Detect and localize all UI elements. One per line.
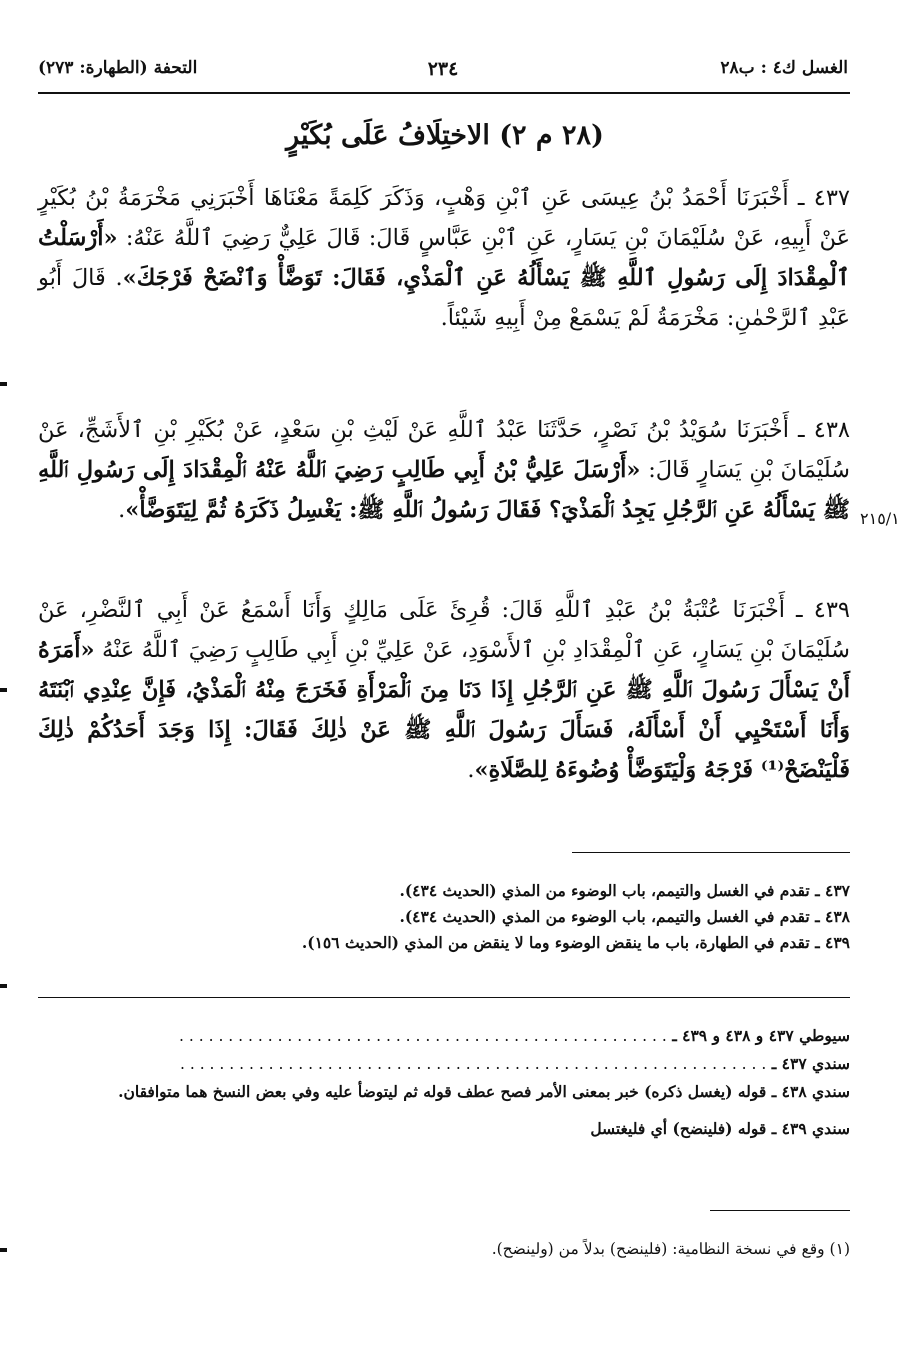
hadith-438 [38,410,850,530]
section-title: (٢٨ م ٢) الاختِلَافُ عَلَى بُكَيْرٍ [286,120,604,151]
commentary-line: سيوطي ٤٣٧ و ٤٣٨ و ٤٣٩ ـ . . . . . . . . . . . . . . . . . . . . . . . . . . . . . . . . . . . . . . . . . . . . . . . . . . [179,1026,850,1045]
edge-mark [0,984,7,988]
margin-volume-page: ٢١٥/١ [860,509,900,528]
hadith-isnad: ٤٣٧ ـ أَخْبَرَنَا أَحْمَدُ بْنُ عِيسَى عَنِ ٱبْنِ وَهْبٍ، وَذَكَرَ كَلِمَةً مَعْنَاهَا أَخْبَرَنِي مَخْرَمَةُ بْنُ بُكَيْرٍ عَنْ أَبِيهِ، عَنْ سُلَيْمَانَ بْنِ يَسَارٍ، عَنِ ٱبْنِ عَبَّاسٍ قَالَ: قَالَ عَلِيٌّ رَضِيَ ٱللَّهُ عَنْهُ: [38,185,850,251]
footnote-rule [710,1210,850,1211]
footnote: (١) وقع في نسخة النظامية: (فلينضح) بدلاً من (ولينضح). [491,1240,850,1258]
page-number: ٢٣٤ [427,58,459,80]
hadith-tail: . [118,497,126,523]
commentary-rule [38,997,850,998]
takhrij-line: ٤٣٧ ـ تقدم في الغسل والتيمم، باب الوضوء من المذي (الحديث ٤٣٤). [399,881,850,900]
hadith-matn: «أَمَرَهُ أَنْ يَسْأَلَ رَسُولَ ٱللَّهِ ﷺ عَنِ ٱلرَّجُلِ إِذَا دَنَا مِنَ ٱلْمَرْأَةِ فَخَرَجَ مِنْهُ ٱلْمَذْيُ، فَإِنَّ عِنْدِي ٱبْنَتَهُ وَأَنَا أَسْتَحْيِي أَنْ أَسْأَلَهُ، فَسَأَلَ رَسُولَ ٱللَّهِ ﷺ عَنْ ذٰلِكَ فَقَالَ: إِذَا وَجَدَ أَحَدُكُمْ ذٰلِكَ فَلْيَنْضَحْ⁽¹⁾ فَرْجَهُ وَلْيَتَوَضَّأْ وُضُوءَهُ لِلصَّلَاةِ» [38,637,850,783]
hadith-isnad: ٤٣٨ ـ أَخْبَرَنَا سُوَيْدُ بْنُ نَصْرٍ، حَدَّثَنَا عَبْدُ ٱللَّهِ عَنْ لَيْثِ بْنِ سَعْدٍ، عَنْ بُكَيْرِ بْنِ ٱلأَشَجِّ، عَنْ سُلَيْمَانَ بْنِ يَسَارٍ قَالَ: [38,417,850,483]
edge-mark [0,688,7,692]
hadith-tail: . [467,757,475,783]
header-tuhfa-ref: التحفة (الطهارة: ٢٧٣) [38,58,198,78]
takhrij-line: ٤٣٩ ـ تقدم في الطهارة، باب ما ينقض الوضوء وما لا ينقض من المذي (الحديث ١٥٦). [301,933,850,952]
hadith-matn: «أَرْسَلْتُ ٱلْمِقْدَادَ إِلَى رَسُولِ ٱللَّهِ ﷺ يَسْأَلُهُ عَنِ ٱلْمَذْيِ، فَقَالَ: تَوَضَّأْ وَٱنْضَحْ فَرْجَكَ» [38,225,850,291]
hadith-439 [38,590,850,790]
commentary-notes [38,1022,850,1142]
header-rule [38,92,850,94]
takhrij-notes [38,878,850,956]
takhrij-line: ٤٣٨ ـ تقدم في الغسل والتيمم، باب الوضوء من المذي (الحديث ٤٣٤). [399,907,850,926]
hadith-tail: . قَالَ أَبُو عَبْدِ ٱلرَّحْمٰنِ: مَخْرَمَةُ لَمْ يَسْمَعْ مِنْ أَبِيهِ شَيْئاً. [38,265,850,331]
edge-mark [0,1248,7,1252]
commentary-line: سندي ٤٣٨ ـ قوله (يغسل ذكره) خبر بمعنى الأمر فصح عطف قوله ثم ليتوضأ عليه وفي بعض النسخ هما متوافقان. [118,1082,850,1101]
edge-mark [0,382,7,386]
takhrij-rule [572,852,850,853]
hadith-isnad: ٤٣٩ ـ أَخْبَرَنَا عُتْبَةُ بْنُ عَبْدِ ٱللَّهِ قَالَ: قُرِئَ عَلَى مَالِكٍ وَأَنَا أَسْمَعُ عَنْ أَبِي ٱلنَّضْرِ، عَنْ سُلَيْمَانَ بْنِ يَسَارٍ، عَنِ ٱلْمِقْدَادِ بْنِ ٱلأَسْوَدِ، عَنْ عَلِيِّ بْنِ أَبِي طَالِبٍ رَضِيَ ٱللَّهُ عَنْهُ [38,597,850,663]
hadith-matn: «أَرْسَلَ عَلِيُّ بْنُ أَبِي طَالِبٍ رَضِيَ ٱللَّهُ عَنْهُ ٱلْمِقْدَادَ إِلَى رَسُولِ ٱللَّهِ ﷺ يَسْأَلُهُ عَنِ ٱلرَّجُلِ يَجِدُ ٱلْمَذْيَ؟ فَقَالَ رَسُولُ ٱللَّهِ ﷺ: يَغْسِلُ ذَكَرَهُ ثُمَّ لِيَتَوَضَّأْ» [38,457,850,523]
hadith-437 [38,178,850,338]
running-header [38,50,848,90]
commentary-line: سندي ٤٣٧ ـ . . . . . . . . . . . . . . . . . . . . . . . . . . . . . . . . . . . . . . . . . . . . . . . . . . . . . . . . . . . . [180,1054,850,1073]
header-chapter-ref: الغسل ك٤ : ب٢٨ [720,58,848,78]
commentary-line: سندي ٤٣٩ ـ قوله (فلينضح) أي فليغتسل [590,1119,850,1138]
